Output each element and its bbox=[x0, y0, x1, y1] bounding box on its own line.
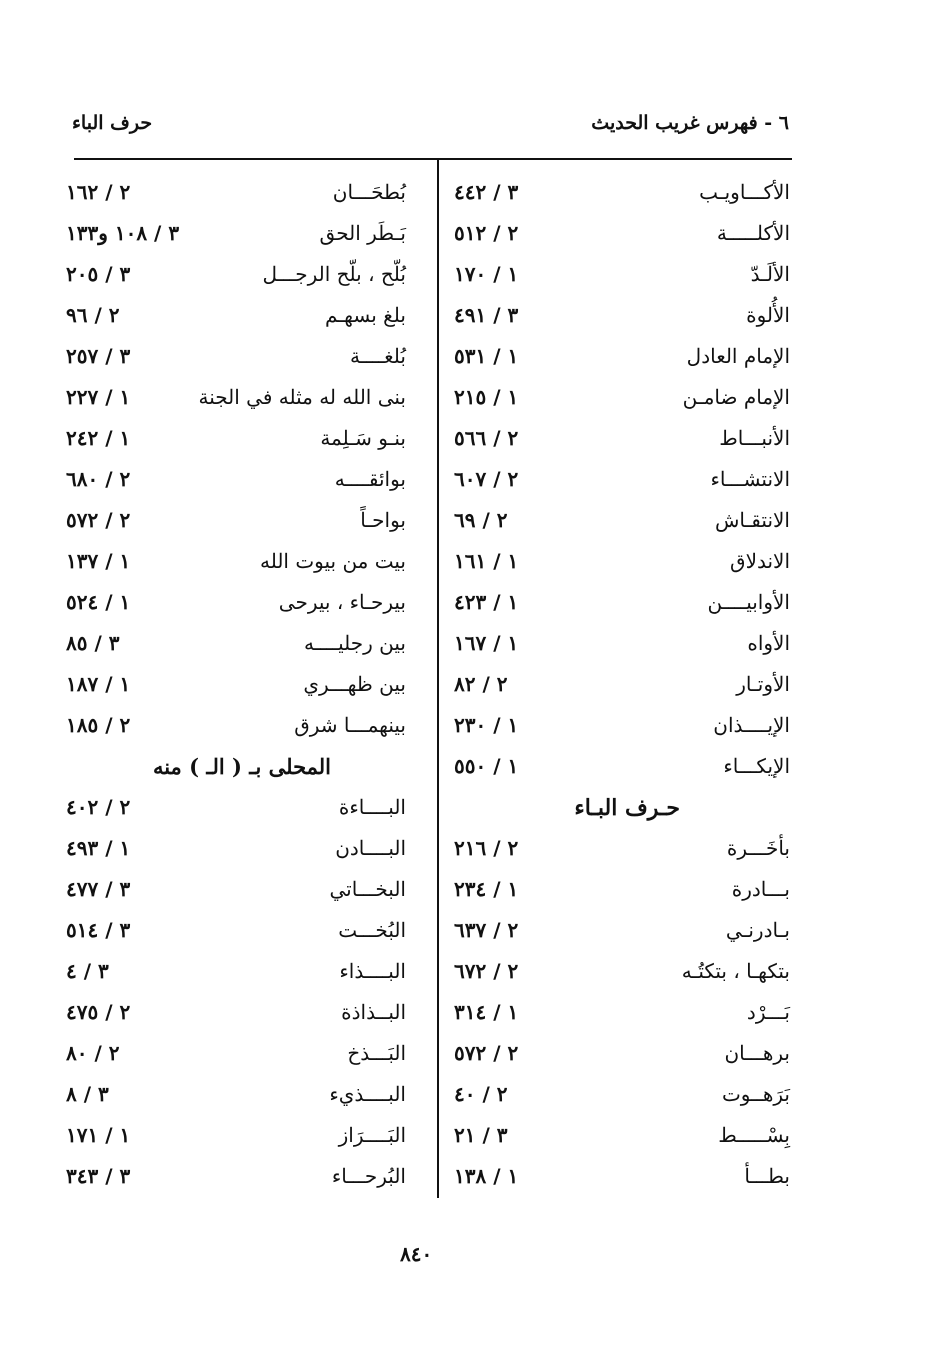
entry-term: البــــاءة bbox=[338, 795, 406, 819]
entry-reference: ٣ / ١٠٨ و١٣٣ bbox=[66, 221, 180, 245]
entry-term: بوائقــــه bbox=[334, 467, 406, 491]
entry-reference: ٢ / ٦٣٧ bbox=[454, 918, 519, 942]
entry-reference: ٢ / ٦٠٧ bbox=[454, 467, 519, 491]
index-entry bbox=[448, 543, 790, 584]
entry-term: البــــذيء bbox=[329, 1082, 406, 1106]
entry-term: بُلّح ، بلّح الرجـــل bbox=[262, 262, 406, 286]
index-entry bbox=[60, 543, 406, 584]
entry-reference: ٢ / ١٦٢ bbox=[66, 180, 131, 204]
entry-reference: ٢ / ٤٠ bbox=[454, 1082, 508, 1106]
section-title: ٦ - فهرس غريب الحديث bbox=[591, 112, 789, 134]
index-heading bbox=[448, 789, 790, 830]
index-entry bbox=[60, 912, 406, 953]
index-entry bbox=[60, 1076, 406, 1117]
entry-reference: ٣ / ٨٥ bbox=[66, 631, 120, 655]
index-entry bbox=[60, 461, 406, 502]
index-entry bbox=[448, 174, 790, 215]
entry-term: بُلغــــة bbox=[350, 344, 406, 368]
entry-term: الانتشـــاء bbox=[710, 467, 790, 491]
index-entry bbox=[448, 994, 790, 1035]
entry-term: بواحـاً bbox=[360, 508, 406, 532]
entry-reference: ١ / ١٦١ bbox=[454, 549, 519, 573]
entry-reference: ٣ / ٢٠٥ bbox=[66, 262, 131, 286]
entry-term: الإيــــذان bbox=[713, 713, 790, 737]
index-entry bbox=[60, 174, 406, 215]
entry-term: بينهمـــا شرق bbox=[294, 713, 406, 737]
index-column-left bbox=[60, 174, 406, 1199]
index-entry bbox=[60, 625, 406, 666]
entry-reference: ١ / ٣١٤ bbox=[454, 1000, 519, 1024]
index-entry bbox=[60, 420, 406, 461]
index-entry bbox=[60, 584, 406, 625]
entry-reference: ١ / ١٨٧ bbox=[66, 672, 131, 696]
index-entry bbox=[448, 830, 790, 871]
entry-reference: ٢ / ٥١٢ bbox=[454, 221, 519, 245]
entry-term: الأُلوة bbox=[746, 303, 790, 327]
entry-term: بين رجليــــه bbox=[303, 631, 406, 655]
entry-term: البــذاذة bbox=[341, 1000, 406, 1024]
entry-reference: ٣ / ٤ bbox=[66, 959, 109, 983]
running-head: حرف الباء bbox=[72, 112, 153, 134]
entry-term: بلغ بسهـم bbox=[325, 303, 406, 327]
entry-reference: ١ / ٤٢٣ bbox=[454, 590, 519, 614]
entry-term: حـرف البـاء bbox=[574, 795, 680, 821]
entry-reference: ٢ / ١٨٥ bbox=[66, 713, 131, 737]
entry-reference: ١ / ٥٢٤ bbox=[66, 590, 131, 614]
entry-term: بَرَهــوت bbox=[721, 1082, 790, 1106]
entry-term: الأواه bbox=[747, 631, 790, 655]
index-column-right bbox=[448, 174, 790, 1199]
entry-term: بيت من بيوت الله bbox=[259, 549, 406, 573]
index-entry bbox=[60, 1117, 406, 1158]
entry-reference: ١ / ١٦٧ bbox=[454, 631, 519, 655]
index-entry bbox=[60, 707, 406, 748]
index-entry bbox=[60, 1158, 406, 1199]
entry-term: برهـــان bbox=[724, 1041, 790, 1065]
index-entry bbox=[448, 256, 790, 297]
index-entry bbox=[448, 338, 790, 379]
entry-term: الأوتـار bbox=[736, 672, 790, 696]
entry-reference: ٢ / ٥٧٢ bbox=[454, 1041, 519, 1065]
entry-term: بـــادرة bbox=[731, 877, 790, 901]
entry-reference: ١ / ٢٢٧ bbox=[66, 385, 131, 409]
entry-reference: ٢ / ٥٦٦ bbox=[454, 426, 519, 450]
entry-reference: ٣ / ٢١ bbox=[454, 1123, 508, 1147]
entry-reference: ٣ / ٤٧٧ bbox=[66, 877, 131, 901]
entry-term: البَـــذخ bbox=[347, 1041, 406, 1065]
entry-term: الانتقـاش bbox=[714, 508, 790, 532]
index-entry bbox=[448, 871, 790, 912]
entry-term: بنى الله له مثله في الجنة bbox=[198, 385, 406, 409]
index-entry bbox=[448, 502, 790, 543]
entry-reference: ٢ / ٤٧٥ bbox=[66, 1000, 131, 1024]
index-entry bbox=[448, 1158, 790, 1199]
entry-reference: ٣ / ٨ bbox=[66, 1082, 109, 1106]
index-entry bbox=[60, 994, 406, 1035]
index-entry bbox=[448, 1035, 790, 1076]
entry-term: الاندلاق bbox=[730, 549, 790, 573]
index-entry bbox=[60, 379, 406, 420]
index-entry bbox=[60, 215, 406, 256]
entry-term: البَــــرَاز bbox=[338, 1123, 406, 1147]
entry-reference: ١ / ٢٤٢ bbox=[66, 426, 131, 450]
index-entry bbox=[448, 1117, 790, 1158]
index-heading bbox=[60, 748, 406, 789]
entry-reference: ١ / ١٣٧ bbox=[66, 549, 131, 573]
entry-reference: ٢ / ٥٧٢ bbox=[66, 508, 131, 532]
index-entry bbox=[60, 666, 406, 707]
entry-reference: ٣ / ٤٤٢ bbox=[454, 180, 519, 204]
entry-reference: ٢ / ٦٧٢ bbox=[454, 959, 519, 983]
entry-term: بطـــأ bbox=[744, 1164, 790, 1188]
index-entry bbox=[60, 1035, 406, 1076]
index-entry bbox=[60, 789, 406, 830]
entry-term: بتكهـا ، بتكتُـه bbox=[681, 959, 790, 983]
entry-term: بيرحـاء ، بيرحى bbox=[278, 590, 406, 614]
index-entry bbox=[60, 256, 406, 297]
entry-term: بَـــرْد bbox=[746, 1000, 790, 1024]
index-entry bbox=[448, 215, 790, 256]
entry-term: الإمام العادل bbox=[686, 344, 790, 368]
index-entry bbox=[448, 625, 790, 666]
entry-reference: ٢ / ٦٩ bbox=[454, 508, 508, 532]
entry-reference: ٢ / ٨٢ bbox=[454, 672, 508, 696]
index-entry bbox=[448, 748, 790, 789]
entry-term: بَـطَر الحق bbox=[319, 221, 406, 245]
entry-term: البــــذاء bbox=[339, 959, 406, 983]
index-entry bbox=[60, 830, 406, 871]
index-entry bbox=[60, 338, 406, 379]
entry-term: الأكلـــــة bbox=[716, 221, 790, 245]
index-entry bbox=[60, 297, 406, 338]
entry-reference: ١ / ٢٣٠ bbox=[454, 713, 519, 737]
index-entry bbox=[60, 502, 406, 543]
entry-term: البخـــاتي bbox=[329, 877, 406, 901]
index-entry bbox=[448, 666, 790, 707]
entry-term: البُرحـــاء bbox=[331, 1164, 406, 1188]
entry-reference: ١ / ١٧١ bbox=[66, 1123, 131, 1147]
entry-reference: ١ / ٤٩٣ bbox=[66, 836, 131, 860]
index-entry bbox=[448, 297, 790, 338]
entry-reference: ٣ / ٢٥٧ bbox=[66, 344, 131, 368]
entry-reference: ١ / ٢١٥ bbox=[454, 385, 519, 409]
entry-reference: ١ / ٥٣١ bbox=[454, 344, 519, 368]
entry-term: بـادرنـي bbox=[725, 918, 790, 942]
index-entry bbox=[448, 1076, 790, 1117]
entry-term: الإمام ضامـن bbox=[682, 385, 790, 409]
entry-term: بأخَـــرة bbox=[726, 836, 790, 860]
entry-term: بين ظهـــري bbox=[303, 672, 406, 696]
entry-reference: ٣ / ٤٩١ bbox=[454, 303, 519, 327]
entry-reference: ١ / ١٣٨ bbox=[454, 1164, 519, 1188]
entry-reference: ٢ / ٦٨٠ bbox=[66, 467, 131, 491]
index-entry bbox=[448, 707, 790, 748]
index-entry bbox=[448, 379, 790, 420]
entry-term: بنـو سَـلِمة bbox=[320, 426, 406, 450]
index-entry bbox=[448, 461, 790, 502]
index-entry bbox=[60, 953, 406, 994]
header-rule bbox=[74, 158, 792, 160]
index-entry bbox=[60, 871, 406, 912]
page-number: ٨٤٠ bbox=[400, 1242, 433, 1266]
entry-reference: ٢ / ٢١٦ bbox=[454, 836, 519, 860]
entry-term: الألَـدّ bbox=[750, 262, 790, 286]
entry-term: الإيكـــاء bbox=[723, 754, 790, 778]
entry-reference: ١ / ١٧٠ bbox=[454, 262, 519, 286]
entry-reference: ١ / ٢٣٤ bbox=[454, 877, 519, 901]
entry-reference: ٢ / ٩٦ bbox=[66, 303, 120, 327]
entry-term: الأوابيــــن bbox=[707, 590, 790, 614]
entry-term: المحلى بـ ( الـ ) منه bbox=[152, 754, 331, 779]
entry-term: البــــادن bbox=[335, 836, 406, 860]
column-divider bbox=[437, 158, 439, 1198]
entry-term: البُخـــت bbox=[338, 918, 406, 942]
entry-reference: ١ / ٥٥٠ bbox=[454, 754, 519, 778]
entry-term: بِسْـــــط bbox=[718, 1123, 790, 1147]
entry-reference: ٢ / ٤٠٢ bbox=[66, 795, 131, 819]
index-entry bbox=[448, 420, 790, 461]
index-entry bbox=[448, 584, 790, 625]
entry-term: الأكـــاويـب bbox=[699, 180, 790, 204]
entry-reference: ٣ / ٥١٤ bbox=[66, 918, 131, 942]
index-entry bbox=[448, 912, 790, 953]
index-entry bbox=[448, 953, 790, 994]
entry-term: الأنبـــاط bbox=[719, 426, 790, 450]
entry-reference: ٢ / ٨٠ bbox=[66, 1041, 120, 1065]
entry-reference: ٣ / ٣٤٣ bbox=[66, 1164, 131, 1188]
entry-term: بُطحَـــان bbox=[332, 180, 406, 204]
